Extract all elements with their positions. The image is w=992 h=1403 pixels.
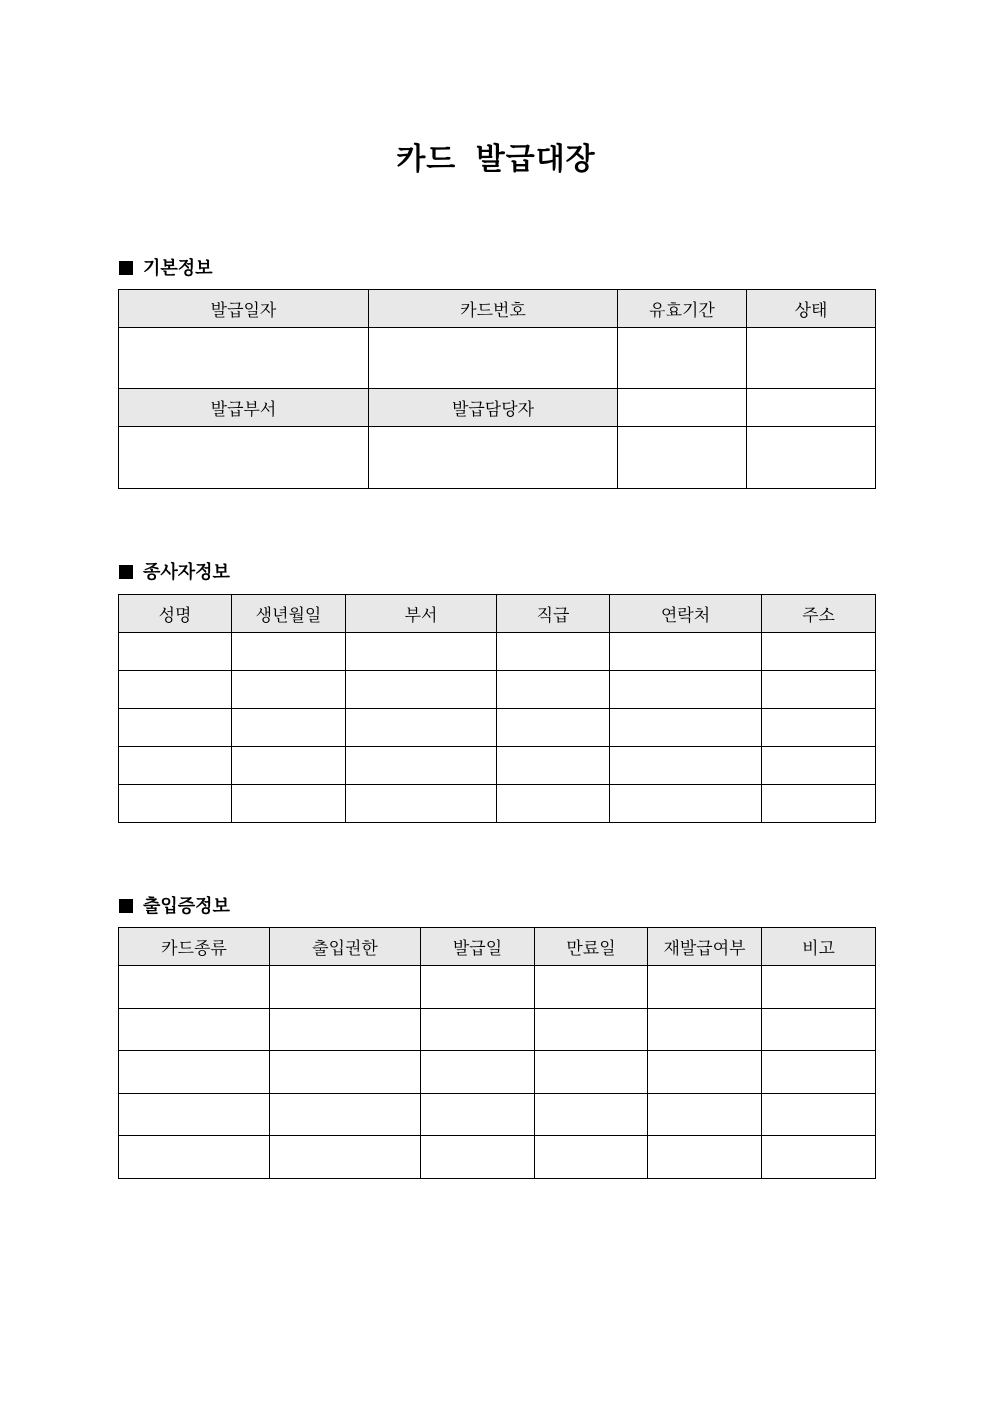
table-header-row bbox=[119, 290, 876, 328]
input-cell[interactable] bbox=[421, 1051, 535, 1094]
table-header-row bbox=[119, 928, 876, 966]
section-heading-employee bbox=[119, 558, 230, 584]
input-cell[interactable] bbox=[610, 671, 762, 709]
input-cell[interactable] bbox=[618, 427, 747, 489]
input-cell[interactable] bbox=[119, 328, 369, 389]
table-row bbox=[119, 709, 876, 747]
input-cell[interactable] bbox=[747, 427, 876, 489]
input-cell[interactable] bbox=[648, 1051, 762, 1094]
header-cell: 발급담당자 bbox=[369, 389, 618, 427]
input-cell[interactable] bbox=[270, 1094, 421, 1136]
input-cell[interactable] bbox=[232, 785, 346, 823]
input-cell[interactable] bbox=[762, 709, 876, 747]
input-cell[interactable] bbox=[535, 966, 648, 1009]
square-bullet-icon bbox=[119, 261, 133, 275]
input-cell[interactable] bbox=[762, 633, 876, 671]
table-row bbox=[119, 1094, 876, 1136]
input-cell[interactable] bbox=[610, 633, 762, 671]
input-cell[interactable] bbox=[610, 709, 762, 747]
input-cell[interactable] bbox=[747, 328, 876, 389]
input-cell[interactable] bbox=[346, 671, 497, 709]
input-cell[interactable] bbox=[497, 785, 610, 823]
input-cell[interactable] bbox=[119, 966, 270, 1009]
table-row bbox=[119, 1136, 876, 1179]
input-cell[interactable] bbox=[119, 427, 369, 489]
input-cell[interactable] bbox=[762, 1051, 876, 1094]
table-row bbox=[119, 966, 876, 1009]
input-cell[interactable] bbox=[346, 747, 497, 785]
table-row bbox=[119, 328, 876, 389]
input-cell[interactable] bbox=[119, 671, 232, 709]
input-cell[interactable] bbox=[762, 966, 876, 1009]
input-cell[interactable] bbox=[610, 785, 762, 823]
input-cell[interactable] bbox=[618, 328, 747, 389]
table-row bbox=[119, 1009, 876, 1051]
header-cell: 상태 bbox=[747, 290, 876, 328]
table-header-row bbox=[119, 389, 876, 427]
input-cell[interactable] bbox=[747, 389, 876, 427]
input-cell[interactable] bbox=[648, 1094, 762, 1136]
input-cell[interactable] bbox=[648, 1136, 762, 1179]
input-cell[interactable] bbox=[618, 389, 747, 427]
input-cell[interactable] bbox=[648, 966, 762, 1009]
input-cell[interactable] bbox=[119, 709, 232, 747]
input-cell[interactable] bbox=[270, 1009, 421, 1051]
input-cell[interactable] bbox=[421, 1094, 535, 1136]
input-cell[interactable] bbox=[119, 1094, 270, 1136]
input-cell[interactable] bbox=[232, 747, 346, 785]
header-cell: 성명 bbox=[119, 595, 232, 633]
input-cell[interactable] bbox=[762, 1136, 876, 1179]
input-cell[interactable] bbox=[610, 747, 762, 785]
square-bullet-icon bbox=[119, 899, 133, 913]
square-bullet-icon bbox=[119, 565, 133, 579]
input-cell[interactable] bbox=[119, 1051, 270, 1094]
input-cell[interactable] bbox=[119, 1009, 270, 1051]
input-cell[interactable] bbox=[421, 966, 535, 1009]
input-cell[interactable] bbox=[762, 1009, 876, 1051]
input-cell[interactable] bbox=[648, 1009, 762, 1051]
input-cell[interactable] bbox=[497, 709, 610, 747]
basic-info-table bbox=[118, 289, 876, 489]
header-cell: 재발급여부 bbox=[648, 928, 762, 966]
section-heading-basic bbox=[119, 254, 213, 280]
section-heading-label: 기본정보 bbox=[143, 258, 213, 279]
input-cell[interactable] bbox=[119, 1136, 270, 1179]
input-cell[interactable] bbox=[762, 785, 876, 823]
input-cell[interactable] bbox=[497, 747, 610, 785]
input-cell[interactable] bbox=[346, 709, 497, 747]
table-row bbox=[119, 671, 876, 709]
header-cell: 발급일 bbox=[421, 928, 535, 966]
header-cell: 발급부서 bbox=[119, 389, 369, 427]
input-cell[interactable] bbox=[497, 633, 610, 671]
input-cell[interactable] bbox=[232, 709, 346, 747]
input-cell[interactable] bbox=[119, 785, 232, 823]
input-cell[interactable] bbox=[119, 747, 232, 785]
header-cell: 주소 bbox=[762, 595, 876, 633]
input-cell[interactable] bbox=[232, 671, 346, 709]
section-heading-label: 종사자정보 bbox=[143, 562, 230, 583]
input-cell[interactable] bbox=[270, 966, 421, 1009]
input-cell[interactable] bbox=[119, 633, 232, 671]
table-row bbox=[119, 747, 876, 785]
employee-info-table bbox=[118, 594, 876, 823]
header-cell: 카드종류 bbox=[119, 928, 270, 966]
input-cell[interactable] bbox=[762, 1094, 876, 1136]
input-cell[interactable] bbox=[369, 328, 618, 389]
input-cell[interactable] bbox=[346, 633, 497, 671]
input-cell[interactable] bbox=[497, 671, 610, 709]
input-cell[interactable] bbox=[346, 785, 497, 823]
header-cell: 연락처 bbox=[610, 595, 762, 633]
input-cell[interactable] bbox=[535, 1136, 648, 1179]
input-cell[interactable] bbox=[270, 1136, 421, 1179]
input-cell[interactable] bbox=[270, 1051, 421, 1094]
page-title: 카드 발급대장 bbox=[396, 142, 596, 177]
input-cell[interactable] bbox=[421, 1009, 535, 1051]
table-row bbox=[119, 1051, 876, 1094]
table-row bbox=[119, 633, 876, 671]
input-cell[interactable] bbox=[535, 1009, 648, 1051]
input-cell[interactable] bbox=[421, 1136, 535, 1179]
header-cell: 직급 bbox=[497, 595, 610, 633]
header-cell: 유효기간 bbox=[618, 290, 747, 328]
header-cell: 비고 bbox=[762, 928, 876, 966]
header-cell: 생년월일 bbox=[232, 595, 346, 633]
section-heading-access bbox=[119, 892, 230, 918]
input-cell[interactable] bbox=[369, 427, 618, 489]
input-cell[interactable] bbox=[535, 1051, 648, 1094]
header-cell: 부서 bbox=[346, 595, 497, 633]
input-cell[interactable] bbox=[232, 633, 346, 671]
header-cell: 출입권한 bbox=[270, 928, 421, 966]
header-cell: 카드번호 bbox=[369, 290, 618, 328]
table-row bbox=[119, 427, 876, 489]
header-cell: 만료일 bbox=[535, 928, 648, 966]
input-cell[interactable] bbox=[762, 747, 876, 785]
table-header-row bbox=[119, 595, 876, 633]
header-cell: 발급일자 bbox=[119, 290, 369, 328]
access-info-table bbox=[118, 927, 876, 1179]
table-row bbox=[119, 785, 876, 823]
input-cell[interactable] bbox=[762, 671, 876, 709]
section-heading-label: 출입증정보 bbox=[143, 896, 230, 917]
input-cell[interactable] bbox=[535, 1094, 648, 1136]
